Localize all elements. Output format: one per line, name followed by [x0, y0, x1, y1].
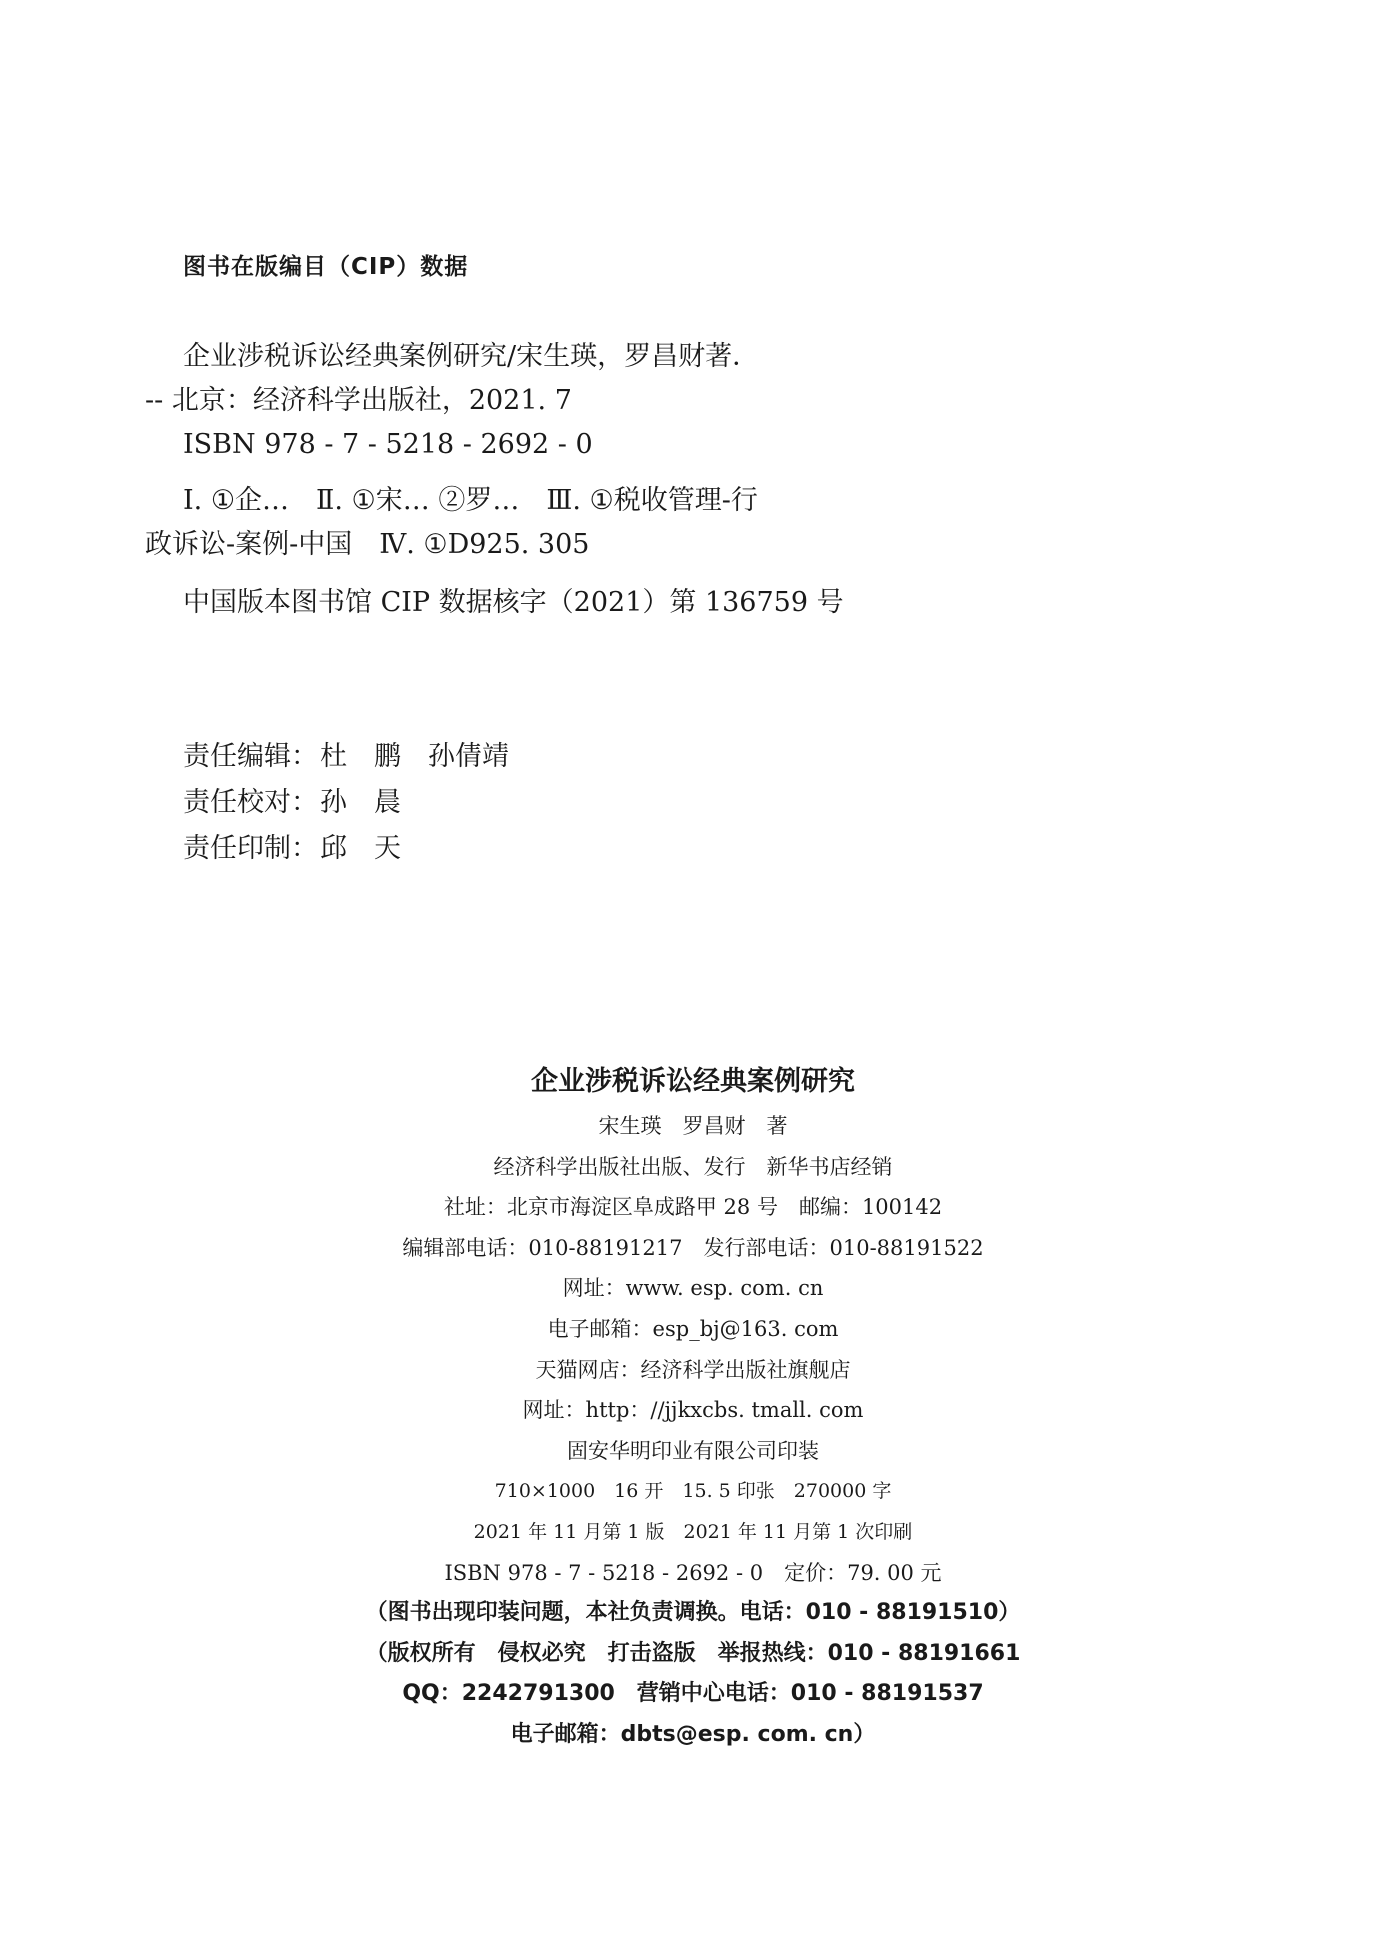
colophon-notice-print: （图书出现印装问题，本社负责调换。电话：010 - 88191510）	[365, 1600, 1021, 1626]
cip-subject-line-1: Ⅰ. ①企… Ⅱ. ①宋… ②罗… Ⅲ. ①税收管理-行	[183, 485, 758, 516]
colophon-tmall-url: 网址：http：//jjkxcbs. tmall. com	[522, 1398, 864, 1423]
colophon-phones: 编辑部电话：010-88191217 发行部电话：010-88191522	[402, 1235, 984, 1260]
colophon-tmall-store: 天猫网店：经济科学出版社旗舰店	[535, 1357, 851, 1382]
colophon-authors: 宋生瑛 罗昌财 著	[598, 1114, 788, 1138]
responsibility-credits	[183, 734, 509, 872]
cip-record	[145, 335, 1245, 625]
colophon-publisher: 经济科学出版社出版、发行 新华书店经销	[493, 1154, 893, 1179]
colophon-format: 710×1000 16 开 15. 5 印张 270000 字	[494, 1480, 892, 1503]
colophon-isbn-price: ISBN 978 - 7 - 5218 - 2692 - 0 定价：79. 00 元	[444, 1560, 942, 1585]
colophon-printer: 固安华明印业有限公司印装	[567, 1438, 819, 1463]
credit-printing-names: 邱 天	[320, 833, 401, 864]
colophon-website: 网址：www. esp. com. cn	[562, 1276, 824, 1301]
cip-subject-line-2: 政诉讼-案例-中国 Ⅳ. ①D925. 305	[145, 529, 590, 560]
colophon-notice-email: 电子邮箱：dbts@esp. com. cn）	[510, 1721, 876, 1747]
cip-heading: 图书在版编目（CIP）数据	[183, 254, 469, 280]
colophon	[0, 1058, 1386, 1756]
credit-proofreader	[183, 780, 509, 826]
credit-editor-names: 杜 鹏 孙倩靖	[320, 741, 509, 772]
colophon-book-title: 企业涉税诉讼经典案例研究	[531, 1066, 855, 1097]
cip-isbn-line: ISBN 978 - 7 - 5218 - 2692 - 0	[183, 429, 593, 460]
cip-publisher-line: -- 北京：经济科学出版社，2021. 7	[145, 385, 572, 416]
credit-editor	[183, 734, 509, 780]
colophon-email: 电子邮箱：esp_bj@163. com	[547, 1316, 839, 1341]
credit-printing	[183, 826, 509, 872]
colophon-notice-copyright: （版权所有 侵权必究 打击盗版 举报热线：010 - 88191661	[365, 1640, 1021, 1666]
colophon-address: 社址：北京市海淀区阜成路甲 28 号 邮编：100142	[443, 1195, 943, 1220]
credit-proofreader-names: 孙 晨	[320, 787, 401, 818]
cip-title-line: 企业涉税诉讼经典案例研究/宋生瑛，罗昌财著．	[183, 341, 760, 372]
credit-printing-label: 责任印制：	[183, 833, 318, 864]
credit-proofreader-label: 责任校对：	[183, 787, 318, 818]
colophon-notice-qq: QQ：2242791300 营销中心电话：010 - 88191537	[402, 1681, 984, 1707]
credit-editor-label: 责任编辑：	[183, 741, 318, 772]
colophon-edition: 2021 年 11 月第 1 版 2021 年 11 月第 1 次印刷	[473, 1520, 913, 1543]
cip-library-line: 中国版本图书馆 CIP 数据核字（2021）第 136759 号	[183, 587, 844, 618]
